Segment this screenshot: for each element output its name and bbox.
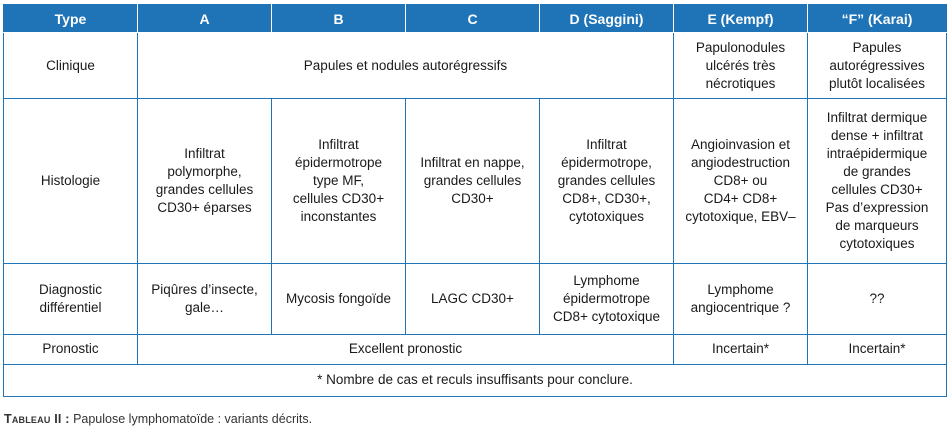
diagnostic-a: Piqûres d’insecte, gale…	[138, 264, 272, 334]
header-row	[4, 5, 947, 33]
header-a: A	[138, 5, 272, 33]
row-diagnostic	[4, 264, 947, 334]
header-type: Type	[4, 5, 138, 33]
histologie-f: Infiltrat dermique dense + infiltrat intraépidermique de grandes cellules CD30+ Pas d’expression de marqueurs cytotoxiques	[808, 99, 947, 264]
pronostic-e: Incertain*	[674, 334, 808, 364]
histologie-c: Infiltrat en nappe, grandes cellules CD30+	[406, 99, 540, 264]
clinique-e: Papulonodules ulcérés très nécrotiques	[674, 33, 808, 99]
footnote: * Nombre de cas et reculs insuffisants pour conclure.	[4, 364, 947, 396]
histologie-a: Infiltrat polymorphe, grandes cellules CD30+ éparses	[138, 99, 272, 264]
histologie-d: Infiltrat épidermotrope, grandes cellules CD8+, CD30+, cytotoxiques	[540, 99, 674, 264]
row-histologie	[4, 99, 947, 264]
clinique-f: Papules autorégressives plutôt localisées	[808, 33, 947, 99]
diagnostic-label: Diagnostic différentiel	[4, 264, 138, 334]
pronostic-label: Pronostic	[4, 334, 138, 364]
histologie-b: Infiltrat épidermotrope type MF, cellules CD30+ inconstantes	[272, 99, 406, 264]
diagnostic-e: Lymphome angiocentrique ?	[674, 264, 808, 334]
clinique-abcd: Papules et nodules autorégressifs	[138, 33, 674, 99]
header-d: D (Saggini)	[540, 5, 674, 33]
header-e: E (Kempf)	[674, 5, 808, 33]
row-pronostic	[4, 334, 947, 364]
histologie-label: Histologie	[4, 99, 138, 264]
diagnostic-c: LAGC CD30+	[406, 264, 540, 334]
diagnostic-f: ??	[808, 264, 947, 334]
caption-text: Papulose lymphomatoïde : variants décrits.	[69, 412, 313, 426]
caption-label: Tableau II :	[4, 412, 70, 426]
diagnostic-b: Mycosis fongoïde	[272, 264, 406, 334]
row-footnote	[4, 364, 947, 396]
pronostic-f: Incertain*	[808, 334, 947, 364]
header-f: “F” (Karai)	[808, 5, 947, 33]
clinique-label: Clinique	[4, 33, 138, 99]
diagnostic-d: Lymphome épidermotrope CD8+ cytotoxique	[540, 264, 674, 334]
table-caption	[4, 412, 312, 426]
histologie-e: Angioinvasion et angiodestruction CD8+ ou CD4+ CD8+ cytotoxique, EBV–	[674, 99, 808, 264]
header-c: C	[406, 5, 540, 33]
header-b: B	[272, 5, 406, 33]
variants-table	[3, 4, 947, 397]
pronostic-abcd: Excellent pronostic	[138, 334, 674, 364]
row-clinique	[4, 33, 947, 99]
